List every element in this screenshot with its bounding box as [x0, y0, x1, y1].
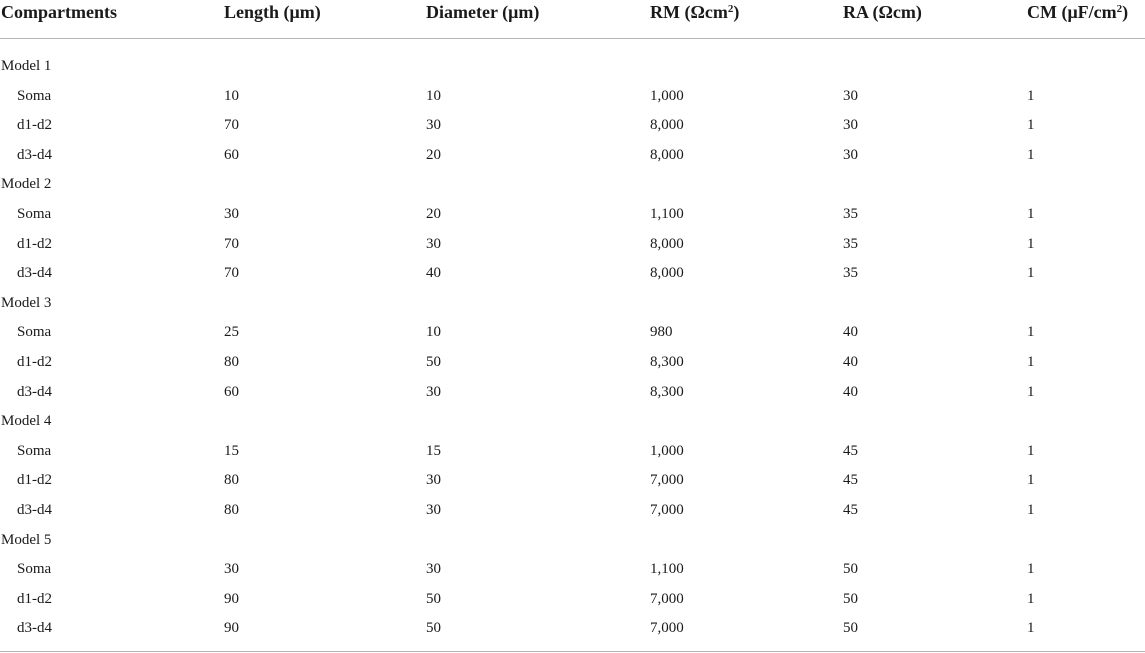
group-label: Model 1 — [1, 58, 52, 74]
table-row — [0, 348, 1145, 378]
group-label: Model 2 — [1, 176, 52, 193]
cell-ra: 30 — [843, 117, 858, 134]
table-bottom-rule — [0, 651, 1145, 652]
cell-diameter: 10 — [426, 324, 441, 341]
cell-diameter: 50 — [426, 590, 441, 607]
cell-length: 60 — [224, 146, 239, 163]
cell-compartment: Soma — [17, 442, 52, 459]
cell-length: 80 — [224, 353, 239, 370]
cell-length: 80 — [224, 501, 239, 518]
cell-ra: 45 — [843, 501, 858, 518]
table-row — [0, 200, 1145, 230]
cell-diameter: 30 — [426, 383, 441, 400]
cell-ra: 40 — [843, 383, 858, 400]
cell-cm: 1 — [1027, 501, 1035, 518]
cell-rm: 1,000 — [650, 442, 684, 459]
header-length: Length (μm) — [224, 2, 321, 22]
cell-cm: 1 — [1027, 117, 1035, 134]
cell-diameter: 30 — [426, 472, 441, 489]
cell-rm: 7,000 — [650, 590, 684, 607]
cell-compartment: Soma — [17, 87, 52, 104]
table-row — [0, 614, 1145, 644]
cell-rm: 8,000 — [650, 235, 684, 252]
cell-rm: 1,100 — [650, 561, 684, 578]
cell-compartment: d3-d4 — [17, 265, 52, 282]
header-diameter: Diameter (μm) — [426, 2, 540, 22]
cell-ra: 50 — [843, 561, 858, 578]
cell-cm: 1 — [1027, 620, 1035, 637]
cell-diameter: 20 — [426, 146, 441, 163]
header-rm: RM (Ωcm$^2$) — [650, 2, 740, 22]
cell-ra: 50 — [843, 620, 858, 637]
cell-compartment: d1-d2 — [17, 590, 52, 607]
group-row — [0, 52, 1145, 82]
cell-compartment: d3-d4 — [17, 146, 52, 163]
cell-length: 70 — [224, 265, 239, 282]
cell-diameter: 30 — [426, 117, 441, 134]
cell-cm: 1 — [1027, 146, 1035, 163]
cell-rm: 1,100 — [650, 205, 684, 222]
group-row — [0, 526, 1145, 556]
cell-cm: 1 — [1027, 442, 1035, 459]
cell-length: 60 — [224, 383, 239, 400]
cell-cm: 1 — [1027, 561, 1035, 578]
cell-length: 30 — [224, 205, 239, 222]
cell-ra: 30 — [843, 87, 858, 104]
cell-length: 15 — [224, 442, 239, 459]
cell-diameter: 30 — [426, 235, 441, 252]
cell-compartment: Soma — [17, 324, 52, 341]
cell-length: 10 — [224, 87, 239, 104]
header-cm: CM $(\mu F/cm^2)$ — [1027, 2, 1129, 22]
table-row — [0, 111, 1145, 141]
cell-length: 70 — [224, 235, 239, 252]
cell-rm: 8,300 — [650, 353, 684, 370]
cell-cm: 1 — [1027, 205, 1035, 222]
cell-cm: 1 — [1027, 235, 1035, 252]
cell-diameter: 10 — [426, 87, 441, 104]
cell-rm: 980 — [650, 324, 673, 341]
cell-compartment: d1-d2 — [17, 235, 52, 252]
table-header-row — [0, 0, 1145, 39]
cell-diameter: 50 — [426, 353, 441, 370]
cell-cm: 1 — [1027, 472, 1035, 489]
cell-diameter: 20 — [426, 205, 441, 222]
cell-rm: 8,000 — [650, 146, 684, 163]
cell-ra: 45 — [843, 472, 858, 489]
cell-length: 80 — [224, 472, 239, 489]
cell-length: 70 — [224, 117, 239, 134]
cell-compartment: d1-d2 — [17, 472, 52, 489]
cell-compartment: d1-d2 — [17, 353, 52, 370]
group-row — [0, 407, 1145, 437]
table-row — [0, 82, 1145, 112]
cell-diameter: 30 — [426, 561, 441, 578]
cell-ra: 40 — [843, 324, 858, 341]
table-row — [0, 230, 1145, 260]
cell-length: 30 — [224, 561, 239, 578]
cell-ra: 50 — [843, 590, 858, 607]
header-compartments: Compartments — [1, 2, 117, 22]
cell-cm: 1 — [1027, 353, 1035, 370]
cell-rm: 7,000 — [650, 472, 684, 489]
group-row — [0, 289, 1145, 319]
cell-rm: 7,000 — [650, 620, 684, 637]
cell-rm: 8,300 — [650, 383, 684, 400]
cell-length: 25 — [224, 324, 239, 341]
header-ra: RA (Ωcm) — [843, 2, 922, 22]
table-row — [0, 466, 1145, 496]
cell-cm: 1 — [1027, 265, 1035, 282]
cell-compartment: d3-d4 — [17, 383, 52, 400]
table-row — [0, 496, 1145, 526]
cell-rm: 7,000 — [650, 501, 684, 518]
cell-compartment: d3-d4 — [17, 501, 52, 518]
cell-ra: 35 — [843, 235, 858, 252]
cell-rm: 8,000 — [650, 265, 684, 282]
table-row — [0, 378, 1145, 408]
group-label: Model 3 — [1, 294, 52, 311]
group-label: Model 5 — [1, 531, 52, 548]
table-row — [0, 437, 1145, 467]
cell-diameter: 40 — [426, 265, 441, 282]
table-row — [0, 555, 1145, 585]
cell-ra: 35 — [843, 205, 858, 222]
cell-cm: 1 — [1027, 383, 1035, 400]
cell-ra: 35 — [843, 265, 858, 282]
table-row — [0, 318, 1145, 348]
cell-diameter: 50 — [426, 620, 441, 637]
cell-compartment: Soma — [17, 205, 52, 222]
table-row — [0, 259, 1145, 289]
table-row — [0, 141, 1145, 171]
cell-compartment: Soma — [17, 561, 52, 578]
cell-ra: 40 — [843, 353, 858, 370]
cell-length: 90 — [224, 620, 239, 637]
table-body — [0, 39, 1145, 644]
cell-cm: 1 — [1027, 324, 1035, 341]
cell-rm: 1,000 — [650, 87, 684, 104]
cell-diameter: 15 — [426, 442, 441, 459]
cell-cm: 1 — [1027, 590, 1035, 607]
cell-compartment: d3-d4 — [17, 620, 52, 637]
cell-cm: 1 — [1027, 87, 1035, 104]
cell-rm: 8,000 — [650, 117, 684, 134]
group-label: Model 4 — [1, 413, 52, 430]
cell-compartment: d1-d2 — [17, 117, 52, 134]
group-row — [0, 170, 1145, 200]
table-row — [0, 585, 1145, 615]
cell-length: 90 — [224, 590, 239, 607]
cell-ra: 45 — [843, 442, 858, 459]
cell-ra: 30 — [843, 146, 858, 163]
cell-diameter: 30 — [426, 501, 441, 518]
